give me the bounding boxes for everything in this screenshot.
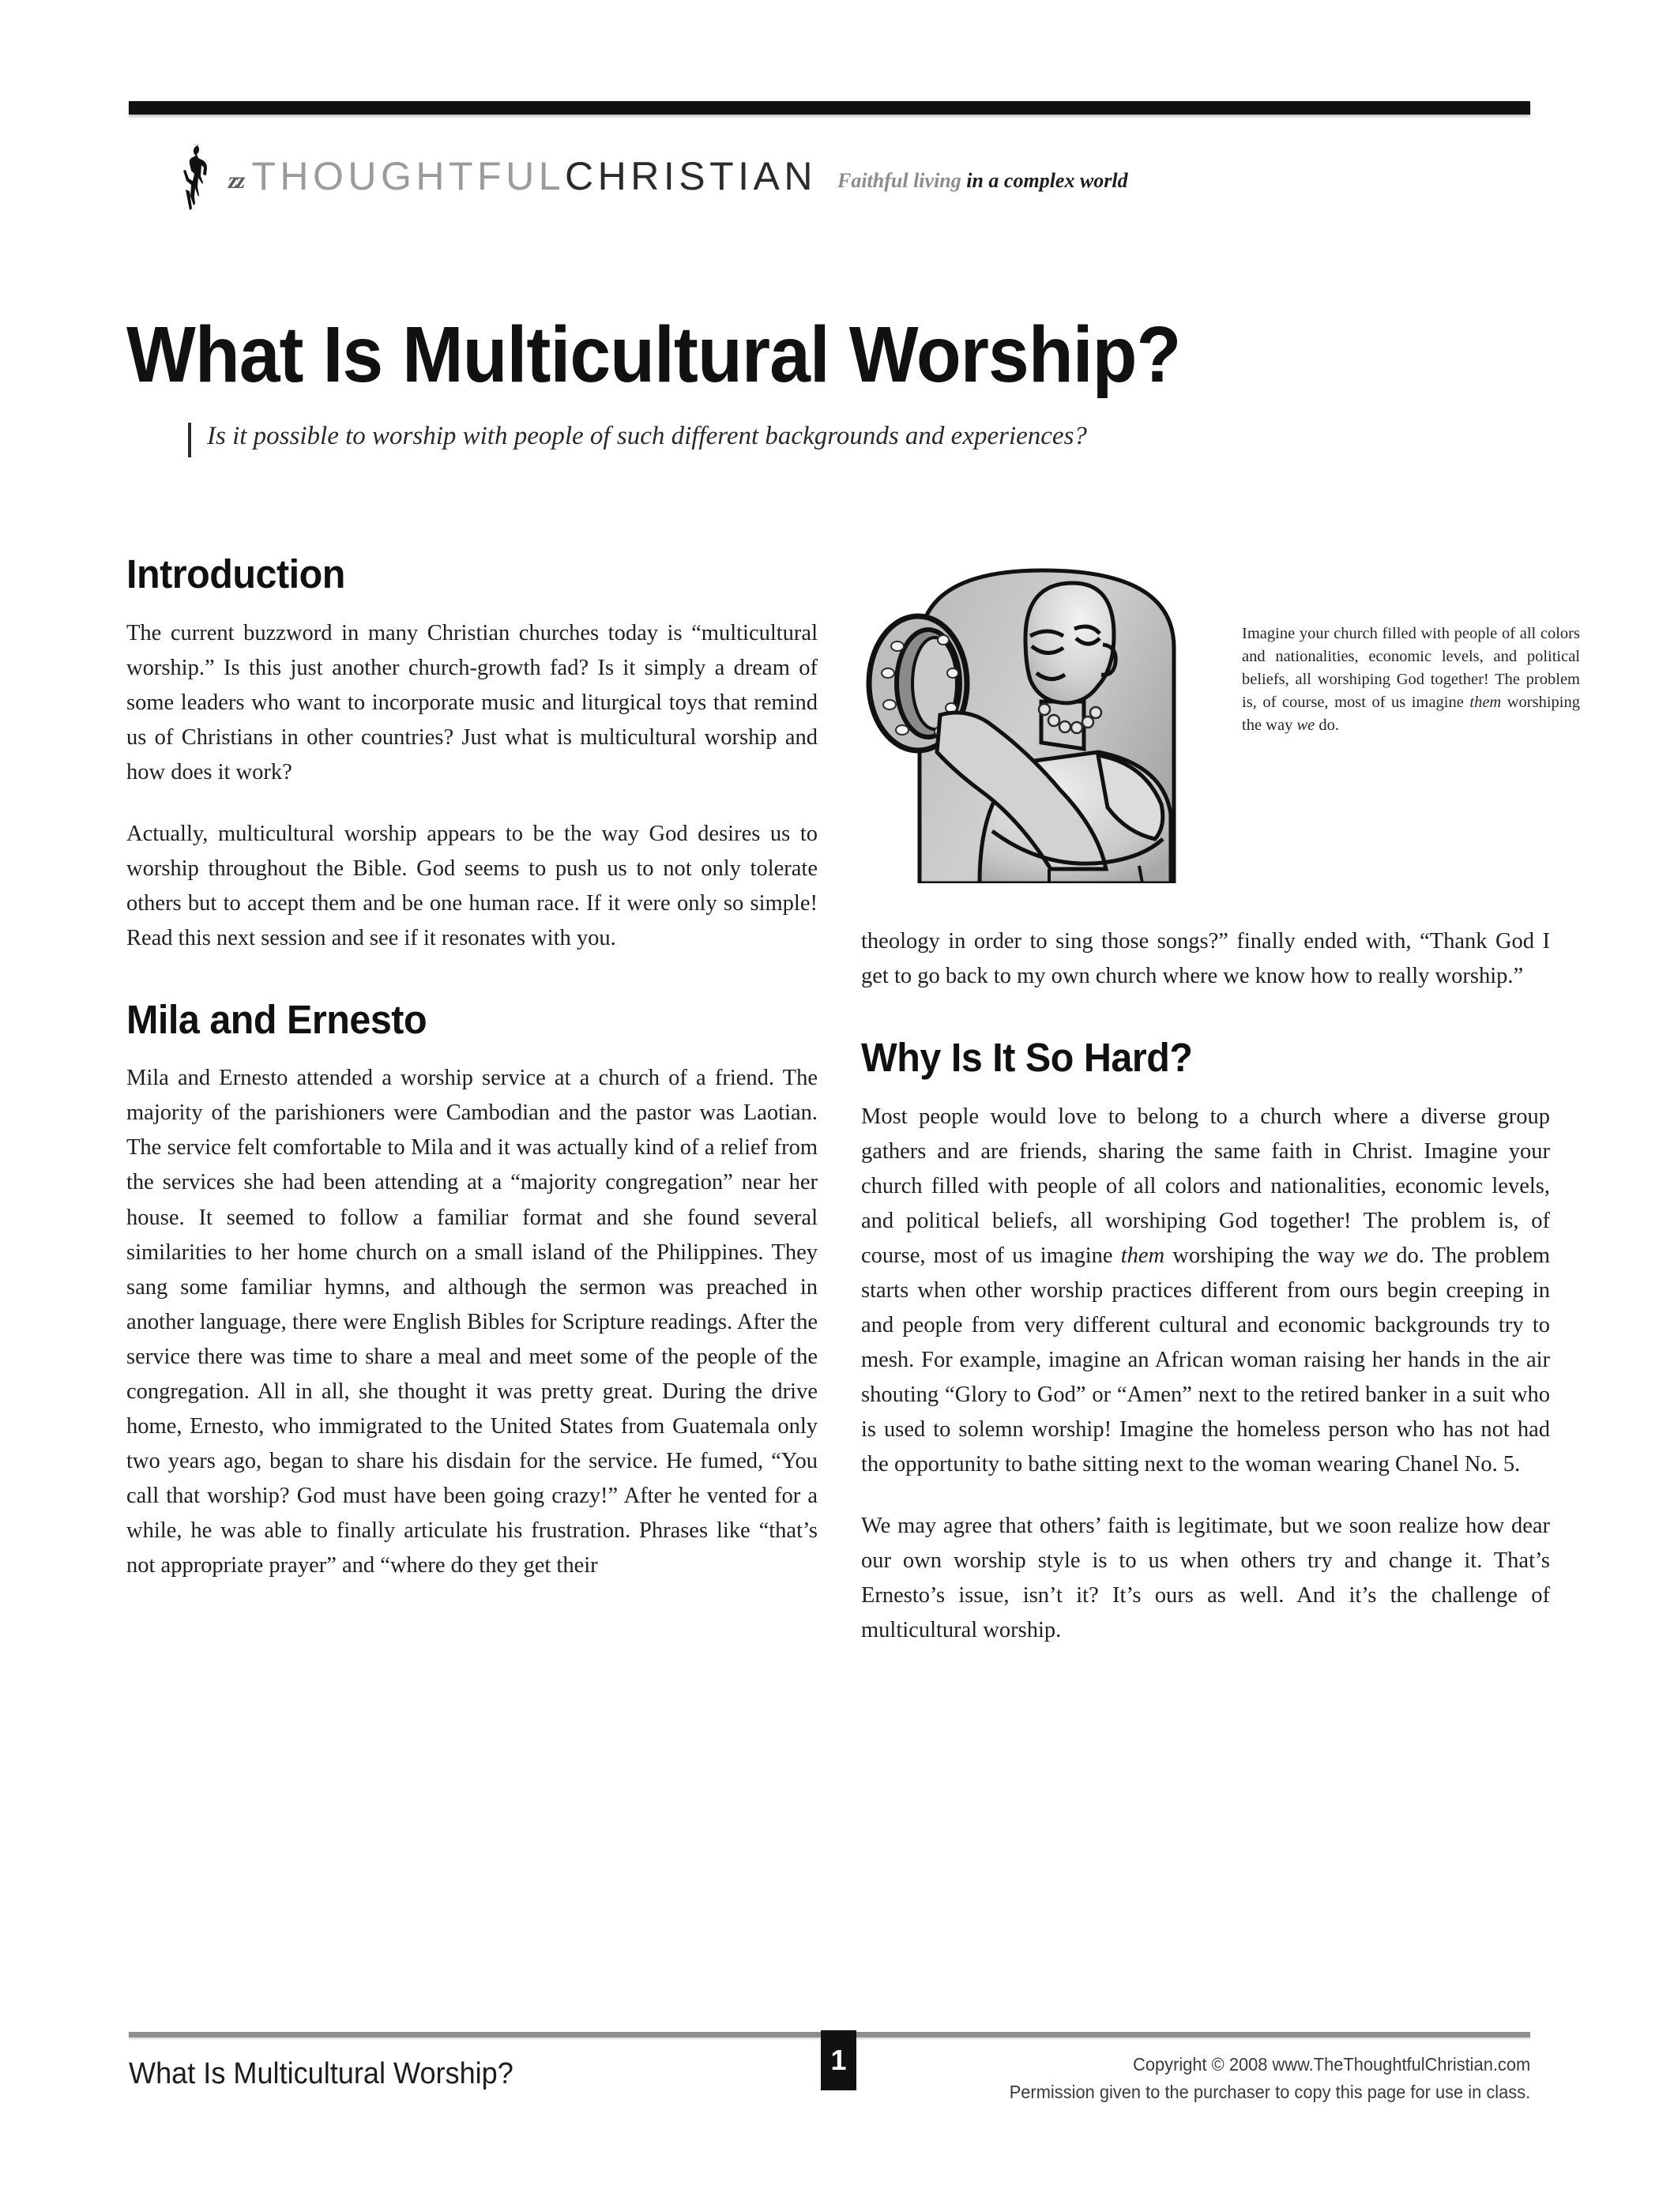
why-hard-text-part-1: Most people would love to belong to a church where a diverse group gathers and are friends, sharing the same faith in Christ. Imagine your church filled with people of all colors and nationalities, economic levels, and political beliefs, all worshiping God together! The problem is, of course, most of us imagine <box>861 1104 1550 1268</box>
copyright-line-2: Permission given to the purchaser to copy this page for use in class. <box>1009 2081 1530 2102</box>
right-column <box>861 924 1550 1648</box>
intro-paragraph-2: Actually, multicultural worship appears to be the way God desires us to worship throughout the Bible. God seems to push us to not only tolerate others but to accept them and be one human race. If it were only so simple! Read this next session and see if it resonates with you. <box>126 821 818 950</box>
page-number-badge: 1 <box>821 2030 856 2090</box>
thinker-statue-silhouette-icon <box>170 142 219 210</box>
intro-paragraph-1: The current buzzword in many Christian churches today is “multicultural worship.” Is this just another church-growth fad? Is it simply a dream of some leaders who want to incorporate music and liturgical toys that remind us of Christians in other countries? Just what is multicultural worship and how does it work? <box>126 620 818 784</box>
zz-monogram-icon: zz <box>228 167 244 194</box>
footer-copyright <box>1010 2051 1530 2105</box>
why-hard-emphasis-them: them <box>1120 1243 1165 1268</box>
page-title: What Is Multicultural Worship? <box>126 310 1181 399</box>
brand-word-christian: CHRISTIAN <box>565 154 817 198</box>
copyright-line-1: Copyright © 2008 www.TheThoughtfulChristian.com <box>1132 2054 1530 2075</box>
masthead-top-rule <box>129 101 1530 115</box>
masthead-tagline <box>837 171 1128 191</box>
why-hard-text-part-2: worshiping the way <box>1164 1243 1364 1268</box>
subtitle-accent-bar <box>188 423 191 457</box>
brand-wordmark <box>251 156 817 196</box>
caption-text-part-1: Imagine your church filled with people of all colors and nationalities, economic levels, and political beliefs, all worshiping God together! The problem is, of course, most of us imagine <box>1242 625 1580 712</box>
mila-ernesto-paragraph-1: Mila and Ernesto attended a worship service at a church of a friend. The majority of the parishioners were Cambodian and the pastor was Laotian. The service felt comfortable to Mila and it was actually kind of a relief from the services she had been attending at a “majority congregation” near her house. It seemed to follow a familiar format and she found several similarities to her home church on a small island of the Philippines. They sang some familiar hymns, and although the sermon was preached in another language, there were English Bibles for Scripture readings. After the service there was time to share a meal and meet some of the people of the congregation. All in all, she thought it was pretty great. During the drive home, Ernesto, who immigrated to the United States from Guatemala only two years ago, began to share his disdain for the service. He fumed, “You call that worship? God must have been going crazy!” After he vented for a while, he was able to finally articulate his frustration. Phrases like “that’s not appropriate prayer” and “where do they get their <box>126 1066 818 1578</box>
subtitle-block <box>188 421 1531 457</box>
heading-why-is-it-so-hard: Why Is It So Hard? <box>861 1035 1193 1081</box>
left-column <box>126 553 818 1583</box>
figure-block <box>861 553 1580 885</box>
footer-title: What Is Multicultural Worship? <box>129 2057 514 2090</box>
why-hard-emphasis-we: we <box>1363 1243 1389 1268</box>
tagline-faithful-living: Faithful living <box>837 169 961 192</box>
tagline-complex-world: in a complex world <box>966 169 1128 192</box>
page-subtitle: Is it possible to worship with people of such different backgrounds and experiences? <box>207 422 1087 450</box>
masthead <box>170 141 1544 212</box>
caption-text-part-3: do. <box>1315 717 1339 735</box>
figure-caption <box>1242 623 1580 738</box>
caption-emphasis-them: them <box>1469 694 1502 712</box>
heading-mila-and-ernesto: Mila and Ernesto <box>126 996 427 1042</box>
why-hard-paragraph-1 <box>861 1100 1550 1482</box>
heading-introduction: Introduction <box>126 551 345 596</box>
caption-emphasis-we: we <box>1296 717 1315 735</box>
caption-text-part-2: worshiping the way <box>1242 694 1581 735</box>
continuation-paragraph: theology in order to sing those songs?” finally ended with, “Thank God I get to go back to my own church where we know how to really worship.” <box>861 929 1550 989</box>
why-hard-paragraph-2: We may agree that others’ faith is legitimate, but we soon realize how dear our own worship style is to us when others try and change it. That’s Ernesto’s issue, isn’t it? It’s ours as well. And it’s the challenge of multicultural worship. <box>861 1513 1550 1643</box>
brand-word-thoughtful: THOUGHTFUL <box>251 154 566 198</box>
why-hard-text-part-3: do. The problem starts when other worship practices different from ours begin creeping in and people from very different cultural and economic backgrounds try to mesh. For example, imagine an African woman raising her hands in the air shouting “Glory to God” or “Amen” next to the retired banker in a suit who is used to solemn worship! Imagine the homeless person who has not had the opportunity to bathe sitting next to the woman wearing Chanel No. 5. <box>861 1243 1550 1477</box>
person-playing-tambourine-illustration <box>861 553 1232 883</box>
